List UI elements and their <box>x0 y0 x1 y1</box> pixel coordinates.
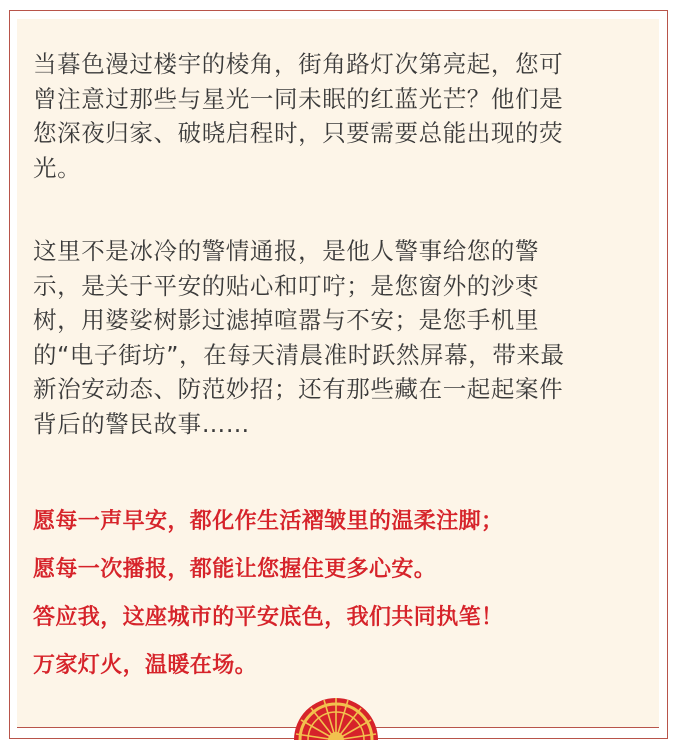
highlight-line-1: 愿每一声早安，都化作生活褶皱里的温柔注脚； <box>33 509 504 534</box>
red-folding-fan-icon <box>290 693 382 740</box>
highlight-line-4: 万家灯火，温暖在场。 <box>33 653 258 678</box>
intro-paragraph: 当暮色漫过楼宇的棱角，街角路灯次第亮起，您可 曾注意过那些与星光一同未眠的红蓝光芒？他们是 您深夜归家、破晓启程时，只要需要总能出现的荧 光。 <box>33 50 564 182</box>
highlight-line-2: 愿每一次播报，都能让您握住更多心安。 <box>33 557 437 582</box>
highlight-line-3: 答应我，这座城市的平安底色，我们共同执笔！ <box>33 605 504 630</box>
description-paragraph: 这里不是冰冷的警情通报，是他人警事给您的警 示，是关于平安的贴心和叮咛；是您窗外的沙枣 树，用婆娑树影过滤掉喧嚣与不安；是您手机里 的“电子街坊”，在每天清晨准时跃然屏幕，带来最 新治安动态、防范妙招；还有那些藏在一起起案件 背后的警民故事…… <box>33 237 565 438</box>
